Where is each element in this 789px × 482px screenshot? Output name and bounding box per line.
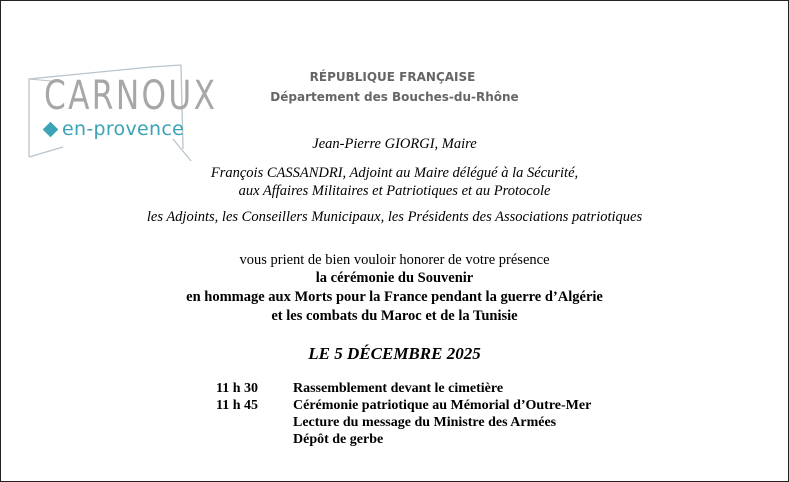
schedule-time — [216, 414, 293, 431]
invite-intro: vous prient de bien vouloir honorer de votre présence — [239, 252, 550, 268]
deputy-line-1: François CASSANDRI, Adjoint au Maire délégué à la Sécurité, — [210, 165, 579, 181]
ceremony-date: LE 5 DÉCEMBRE 2025 — [308, 344, 481, 363]
schedule — [216, 380, 591, 448]
logo-subtext: en-provence — [62, 118, 185, 140]
diamond-icon — [43, 122, 59, 138]
schedule-event: Cérémonie patriotique au Mémorial d’Outre-Mer — [293, 398, 592, 413]
department-heading: Département des Bouches-du-Rhône — [270, 90, 519, 104]
others-line: les Adjoints, les Conseillers Municipaux, les Présidents des Associations patriotiques — [146, 209, 643, 225]
schedule-time: 11 h 30 — [216, 381, 259, 396]
schedule-event: Dépôt de gerbe — [293, 432, 384, 447]
schedule-time: 11 h 45 — [216, 398, 259, 413]
ceremony-title: la cérémonie du Souvenir — [315, 270, 474, 286]
schedule-row — [216, 431, 591, 448]
schedule-row — [216, 397, 591, 414]
republic-heading: RÉPUBLIQUE FRANÇAISE — [309, 70, 476, 84]
schedule-time — [216, 431, 293, 448]
schedule-event: Rassemblement devant le cimetière — [293, 381, 504, 396]
mayor-line: Jean-Pierre GIORGI, Maire — [312, 136, 477, 152]
schedule-event: Lecture du message du Ministre des Armées — [293, 415, 557, 430]
schedule-row — [216, 380, 591, 397]
schedule-row — [216, 414, 591, 431]
ceremony-line-3: et les combats du Maroc et de la Tunisie — [271, 308, 518, 324]
logo-wordmark: CARNOUX — [44, 73, 218, 119]
ceremony-line-2: en hommage aux Morts pour la France pendant la guerre d’Algérie — [186, 289, 603, 305]
deputy-line-2: aux Affaires Militaires et Patriotiques et au Protocole — [238, 183, 551, 199]
